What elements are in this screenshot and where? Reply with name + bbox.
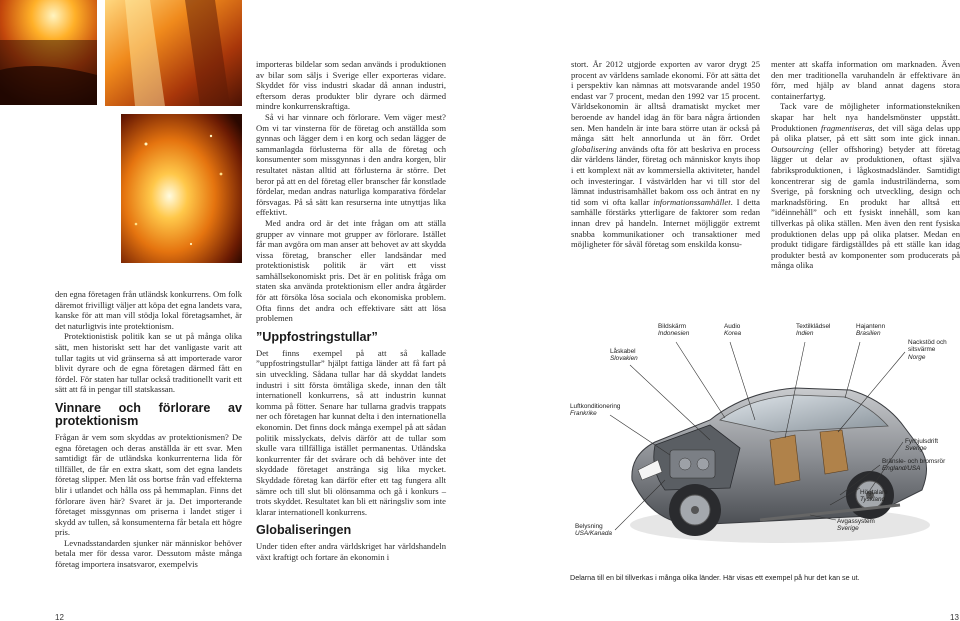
heading-uppfostringstullar: ”Uppfostringstullar” [256,329,378,344]
car-label-audio: Audio Korea [724,323,742,338]
col2-paragraph-4: Det finns exempel på att så kallade ”uppfostringstullar” hjälpt fattiga länder att få fart på sin utveckling. Sådana tullar har då skyddat landets industri i sitt första ömtåliga skede, innan den tålt internationell konkurrens, så att industrin kunnat komma på fötter. Senare har tullarna gradvis trappats ner och företagen har kunnat delta i den internationella ekonomin. Det finns dock många exempel på att sådan politik misslyckats, delvis därför att de tullar som skulle vara tillfälliga istället permanentas. Utländska konkurrenter får det svårare och då behöver inte det skyddade företaget anstränga sig lika mycket. Skyddade företag kan därför efter ett tag fungera allt sämre och till slut bli olönsamma och gå i konkurs – trots skyddet. Resultatet kan bli ett näringsliv som inte klarar internationell konkurrens. [256,347,446,517]
car-label-nackstod: Nackstöd och sitsvärme Norge [908,339,947,361]
col3-paragraph-1: stort. År 2012 utgjorde exporten av varor drygt 25 procent av världens samlade ekonomi. För att sätta det i perspektiv kan nämnas att motsvarande andel 1950 endast var 7 procent, medan den 1992 var 15 procent. Världsekonomin är alltså dramatiskt mycket mer beroende av handel idag än för bara några årtionden sen. Men handeln är inte bara större utan är också på många sätt helt annorlunda ut än förr. Ordet globalisering används ofta för att beskriva en process där världens länder, företag och människor knyts ihop i ett komplext nät av kommersiella aktiviteter, handel och investeringar. I västvärlden har vi till stor del lämnat industrisamhället bakom oss och äntrat en ny tid som vi ofta kallar informationssamhället. I detta samhälle förstärks ytterligare de faktorer som redan innan drev på handeln. Internet möjliggör extremt snabba kommunikationer och transaktioner med möjligheter för såväl företag som enskilda konsu- [571,59,760,250]
col2-paragraph-2: Så vi har vinnare och förlorare. Vem väger mest? Om vi tar vinsterna för de företag och anställda som gynnas och lägger dem i en korg och sedan lägger de sammanlagda förlusterna för alla de företag och konsumenter som missgynnas i den andra korgen, blir resultatet nästan alltid att förlusterna är större. Det beror på att en del företag eller branscher får konstlade fördelar, medan andras naturliga komparativa fördelar försvagas. På så sätt kan resurserna inte utnyttjas lika effektivt. [256,111,446,218]
col1-paragraph-4: Levnadsstandarden sjunker när människor behöver betala mer för dessa varor. Dessutom måste många företag importera insatsvaror, exempelvis [55,537,242,570]
car-label-hajantenn: Hajantenn Brasilien [856,323,886,338]
molten-metal-photo-top [0,0,97,105]
column-3 [571,59,760,250]
heading-globaliseringen: Globaliseringen [256,523,352,538]
column-2 [256,59,446,563]
car-label-fyrhjulsdrift: Fyrhjulsdrift Sverige [905,438,939,453]
col4-paragraph-1: menter att skaffa information om marknaden. Även den mer traditionella varuhandeln är effektivare än förr, med hjälp av bland annat dagens stora containerfartyg. [771,59,960,101]
column-4 [771,59,960,271]
car-label-luftkonditionering: Luftkonditionering Frankrike [570,403,621,418]
heading-winners-losers: Vinnare och förlorare av protektionism [55,400,242,428]
col2-paragraph-3: Med andra ord är det inte frågan om att ställa grupper av vinnare mot grupper av förlorare. Istället får man avgöra om man anser att behovet av att skydda vissa företag, branscher eller landsändar med protektionistisk politik är värt ett visst samhällsekonomiskt pris. Det är en politisk fråga om staten ska använda protektionism eller andra åtgärder för att försöka lösa sociala och ekonomiska problem. Ofta finns det andra och effektivare sätt att lösa problemen [256,217,446,324]
industrial-photo-middle [105,0,242,106]
car-label-laskabel: Låskabel Slovakien [610,348,638,363]
car-label-avgassystem: Avgassystem Sverige [837,518,875,533]
figure-caption: Delarna till en bil tillverkas i många olika länder. Här visas ett exempel på hur det kan se ut. [570,573,860,582]
car-label-belysning: Belysning USA/Kanada [575,523,612,538]
col2-paragraph-5: Under tiden efter andra världskriget har världshandeln växt kraftigt och fortare än ekonomin i [256,541,446,562]
column-1 [55,289,242,570]
page-number-left: 12 [55,613,64,621]
car-label-hogtalare: Högtalare Tyskland [860,489,888,504]
car-label-textilkladsel: Textilklädsel Indien [796,323,831,338]
furnace-sparks-photo [121,114,242,263]
col1-paragraph-2: Protektionistisk politik kan se ut på många olika sätt, men historiskt sett har det vanligaste varit att tullar tagits ut vid gränserna så att importerade varor blivit dyrare och de egna företagen därmed fått en fördel. För staten har tullar också traditionellt varit ett sätt att få in pengar till statskassan. [55,331,242,395]
car-label-bransle-bromsror: Bränsle- och bromsrör England/USA [882,458,946,473]
col1-paragraph-3: Frågan är vem som skyddas av protektionismen? De egna företagen och deras anställda är ett svar. Men samtidigt får de utländska konkurrenterna lida för tillfället, de får en extra skatt, som det egna landets företag slipper. Men låt oss bortse från vad effekterna blir i utlandet och hålla oss på hemmaplan. Finns det förlorare även här? Svaret är ja. Det importerande företaget missgynnas om priserna i landet stiger i skydd av tullen, så konsumenterna får betala ett högre pris. [55,431,242,538]
col1-paragraph-1: den egna företagen från utländsk konkurrens. Om folk däremot frivilligt väljer att köpa det egna landets vara, kanske för att man vill stödja lokal företagsamhet, är det naturligtvis inte protektionism. [55,289,242,331]
col2-paragraph-1: importeras bildelar som sedan används i produktionen av bilar som säljs i Sverige eller exporteras vidare. Skyddet för viss industri skadar då annan industri, eftersom deras produkter blir dyrare och därmed mindre konkurrenskraftiga. [256,59,446,112]
page-number-right: 13 [950,613,959,621]
col4-paragraph-2: Tack vare de möjligheter informationstekniken skapar har helt nya handelsmönster uppstått. Produktionen fragmentiseras, det vill säga delas upp på olika platser, på ett sätt som inte gick innan. Outsourcing (eller offshoring) betyder att företag lägger ut delar av produktionen, oftast själva fabriksproduktionen, i lågkostnadsländer. Samtidigt koncentrerar sig de gamla industriländerna, som Sverige, på forskning och utveckling, design och marknadsföring. En produkt har alltså ett ”idéinnehåll” och ett fysiskt innehåll, som kan tillverkas på olika ställen. Men även den rent fysiska produktionen delas upp på olika platser. Medan en produkt tidigare färdigställdes på ett ställe kan idag produkter bestå av komponenter som producerats på många olika [771,101,960,271]
car-label-bildskarm: Bildskärm Indonesien [658,323,690,338]
